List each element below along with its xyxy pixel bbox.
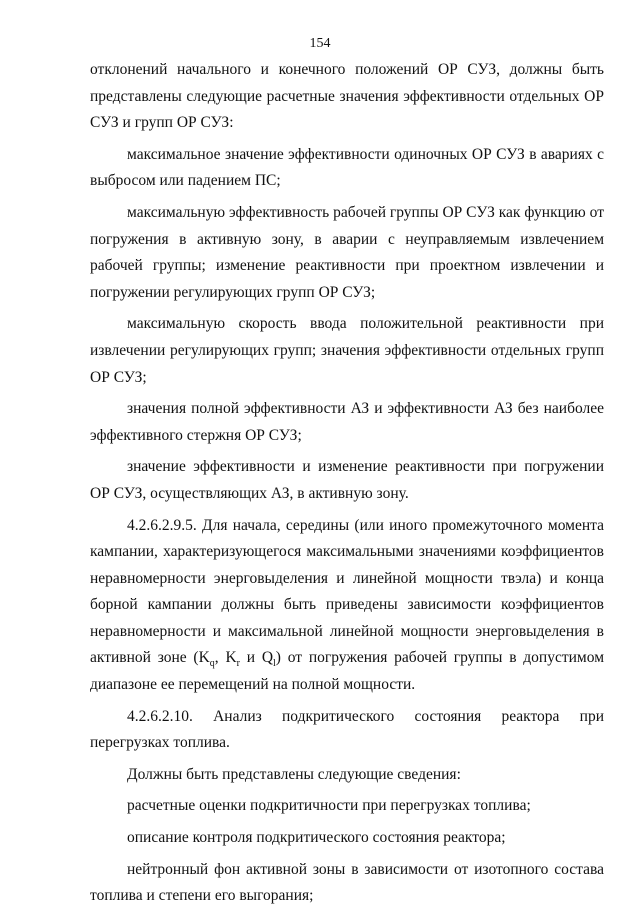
subscript-r: r <box>236 658 240 670</box>
subscript-q: q <box>209 658 215 670</box>
paragraph-item: значения полной эффективности АЗ и эффективности АЗ без наиболее эффективного стержня ОР СУЗ; <box>90 400 604 444</box>
paragraph-item: Должны быть представлены следующие сведения: <box>127 765 461 783</box>
paragraph-section-4-2-6-2-10: 4.2.6.2.10. Анализ подкритического состояния реактора при перегрузках топлива. <box>90 707 604 752</box>
paragraph-item: значение эффективности и изменение реактивности при погружении ОР СУЗ, осуществляющих АЗ, в активную зону. <box>90 458 604 502</box>
paragraph-text: ) от погружения рабочей группы в допустимом диапазоне ее перемещений на полной мощности. <box>90 649 604 694</box>
paragraph-text: , K <box>214 649 237 667</box>
paragraph-text: 4.2.6.2.9.5. Для начала, середины (или иного промежуточного момента кампании, характеризующегося максимальными значениями коэффициентов неравномерности энерговыделения и линейной мощности твэла) и конца борной кампании должны быть приведены зависимости коэффициентов неравномерности и максимальной линейной мощности энерговыделения в активной зоне (K <box>90 516 604 667</box>
paragraph-text: и Q <box>239 649 274 667</box>
body-text <box>90 57 604 910</box>
paragraph-continuation: отклонений начального и конечного положений ОР СУЗ, должны быть представлены следующие расчетные значения эффективности отдельных ОР СУЗ и групп ОР СУЗ: <box>90 61 604 132</box>
paragraph-item: расчетные оценки подкритичности при перегрузках топлива; <box>127 797 531 815</box>
subscript-l: l <box>273 658 276 670</box>
page-number: 154 <box>309 36 331 51</box>
paragraph-item: максимальную скорость ввода положительной реактивности при извлечении регулирующих групп; значения эффективности отдельных групп ОР СУЗ; <box>90 315 604 386</box>
paragraph-item: максимальную эффективность рабочей группы ОР СУЗ как функцию от погружения в активную зону, в аварии с неуправляемым извлечением рабочей группы; изменение реактивности при проектном извлечении и погружении регулирующих групп ОР СУЗ; <box>90 203 604 301</box>
paragraph-item: максимальное значение эффективности одиночных ОР СУЗ в авариях с выбросом или падением ПС; <box>90 145 604 190</box>
paragraph-item: нейтронный фон активной зоны в зависимости от изотопного состава топлива и степени его выгорания; <box>90 860 604 905</box>
paragraph-item: описание контроля подкритического состояния реактора; <box>127 829 506 847</box>
paragraph-section-4-2-6-2-9-5 <box>90 513 604 699</box>
